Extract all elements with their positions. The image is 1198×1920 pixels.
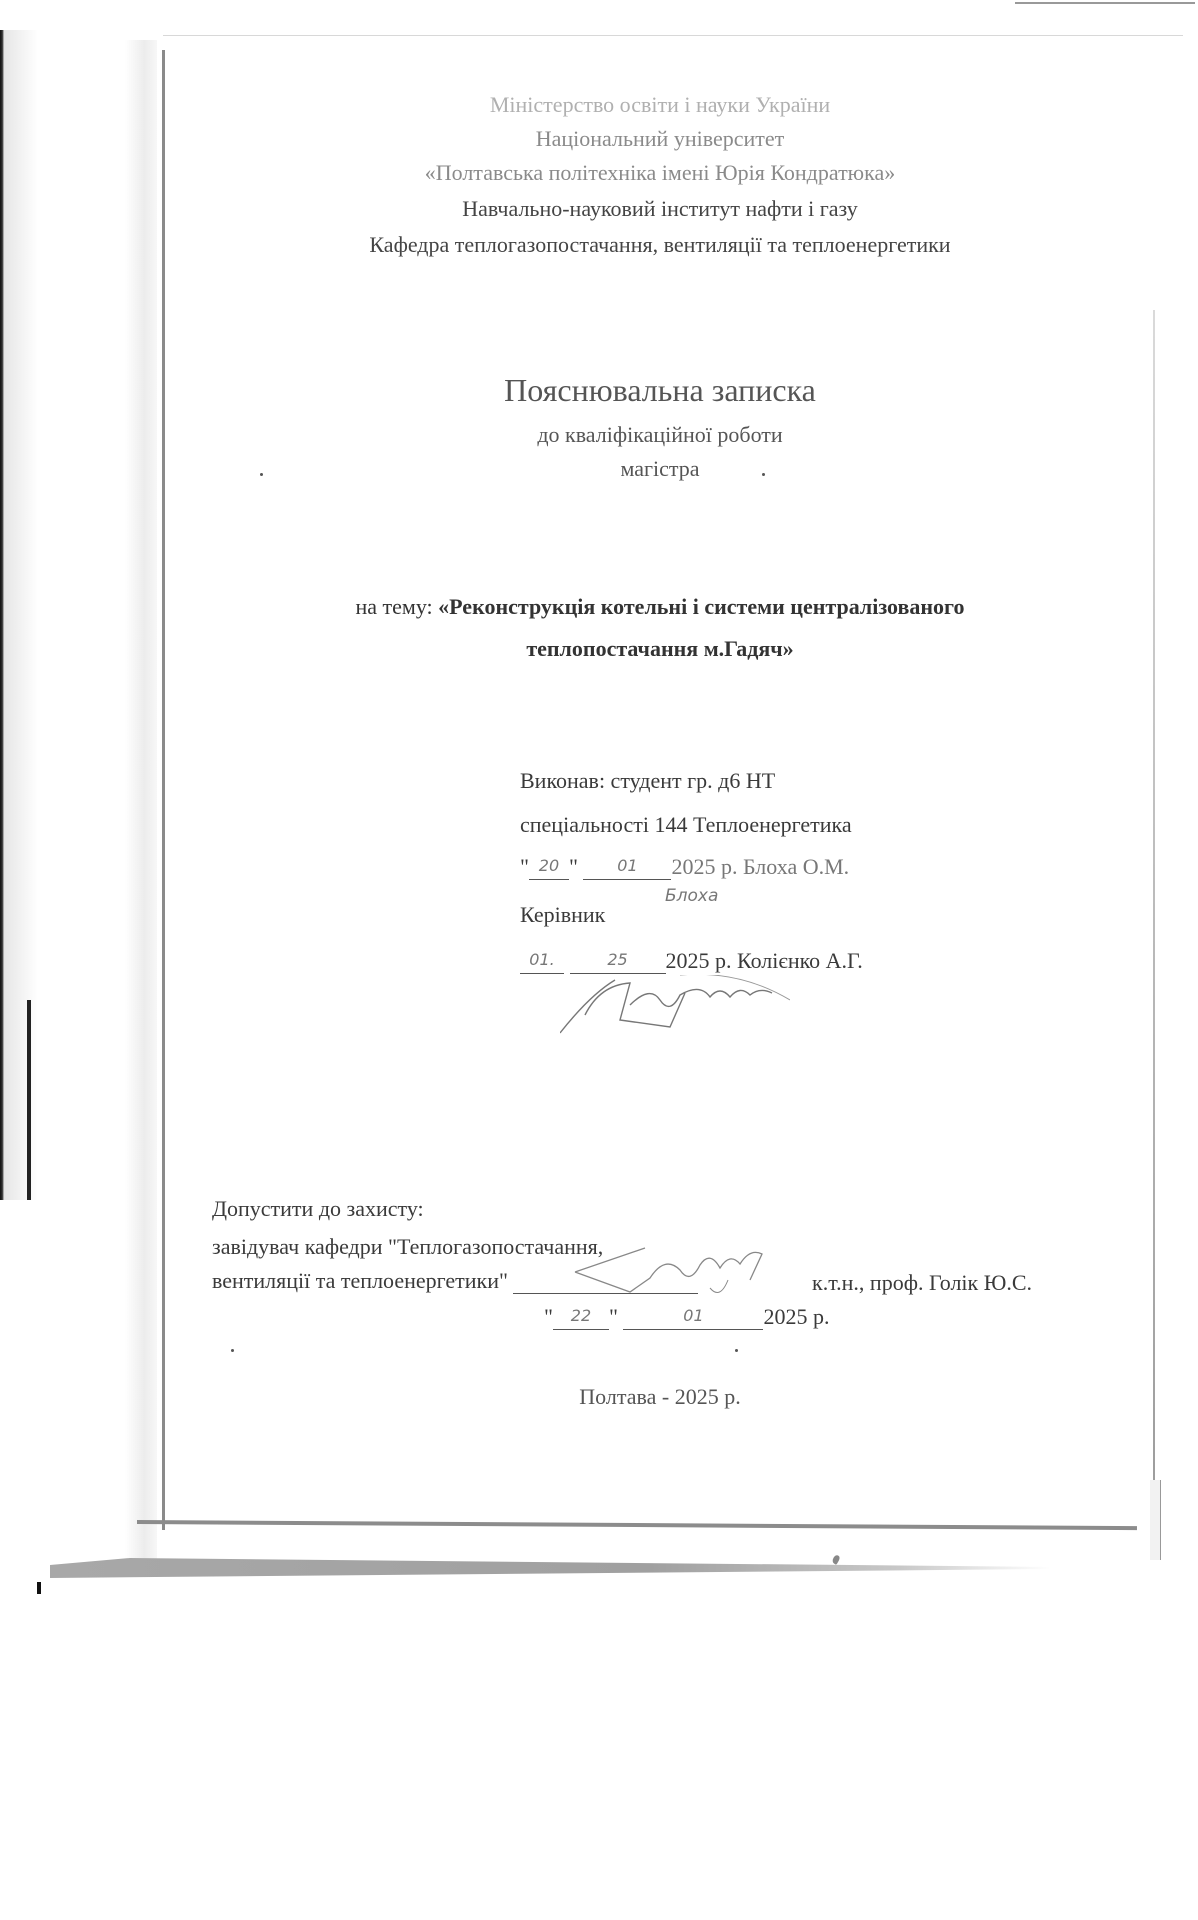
student-date-line: [520, 854, 849, 880]
head-of-department-line-1: завідувач кафедри "Теплогазопостачання,: [212, 1234, 604, 1259]
city-year: Полтава - 2025 р.: [579, 1384, 741, 1409]
topic-title-part-2: теплопостачання м.Гадяч»: [526, 636, 794, 661]
university-line-2: «Полтавська політехніка імені Юрія Кондратюка»: [424, 160, 896, 185]
institute-line: Навчально-науковий інститут нафти і газу: [462, 196, 858, 221]
approval-date-day: 22: [553, 1307, 609, 1330]
page-frame-top: [163, 35, 1183, 36]
approval-date-year: 2025 р.: [763, 1304, 830, 1329]
head-of-department-text: вентиляції та теплоенергетики": [212, 1268, 508, 1293]
supervisor-date-month: 25: [570, 951, 666, 974]
page-binding-shadow: [125, 40, 157, 1560]
student-signature: Блоха: [665, 886, 719, 906]
quote-open: ": [520, 854, 529, 879]
topic-title-part-1: «Реконструкція котельні і системи централізованого: [438, 594, 965, 619]
scan-mark-top-right: [1015, 2, 1195, 4]
head-of-department-line-2: [212, 1268, 698, 1294]
topic-line-1: [160, 594, 1160, 620]
stray-dot: [260, 473, 263, 476]
page-frame-left: [162, 50, 165, 1530]
document-subtitle-2: магістра: [620, 456, 700, 481]
supervisor-date-line: [520, 948, 863, 974]
approval-date-month: 01: [623, 1307, 763, 1330]
supervisor-signature-icon: [560, 975, 790, 1035]
supervisor-label: Керівник: [520, 902, 606, 927]
student-date-month: 01: [583, 857, 671, 880]
quote-close: ": [608, 1304, 618, 1329]
stray-dot: [735, 1349, 738, 1352]
student-date-day: 20: [529, 857, 569, 880]
university-line-1: Національний університет: [535, 126, 785, 151]
document-title: Пояснювальна записка: [504, 372, 816, 408]
topic-prefix: на тему:: [355, 594, 439, 619]
quote-close: ": [568, 854, 578, 879]
stray-dot: [231, 1349, 234, 1352]
head-title-name: к.т.н., проф. Голік Ю.С.: [812, 1270, 1033, 1295]
quote-open: ": [544, 1304, 553, 1329]
scan-shadow-left: [4, 30, 38, 1200]
page-frame-right: [1153, 310, 1155, 1550]
admit-to-defense: Допустити до захисту:: [212, 1196, 424, 1221]
stray-dot: [762, 473, 765, 476]
head-signature-line: [513, 1271, 698, 1294]
specialty: спеціальності 144 Теплоенергетика: [520, 812, 852, 837]
document-subtitle-1: до кваліфікаційної роботи: [537, 422, 783, 447]
performed-by: Виконав: студент гр. д6 НТ: [520, 768, 776, 793]
ministry-line: Міністерство освіти і науки України: [489, 92, 831, 117]
page-frame-bottom: [137, 1520, 1137, 1530]
scan-edge-left-lower: [27, 1000, 31, 1200]
scan-tick-bottom-left: [37, 1582, 41, 1594]
topic-line-2: [160, 636, 1160, 662]
scan-stripe-bottom-right: [1150, 1480, 1161, 1560]
supervisor-date-day: 01.: [520, 951, 564, 974]
student-date-year-name: 2025 р. Блоха О.М.: [671, 854, 850, 879]
pencil-mark: [831, 1554, 841, 1565]
supervisor-date-year-name: 2025 р. Колієнко А.Г.: [665, 948, 863, 973]
scan-band-bottom: [50, 1558, 1050, 1578]
scan-edge-left: [0, 30, 4, 1200]
department-line: Кафедра теплогазопостачання, вентиляції та теплоенергетики: [369, 232, 951, 257]
approval-date-line: [544, 1304, 829, 1330]
